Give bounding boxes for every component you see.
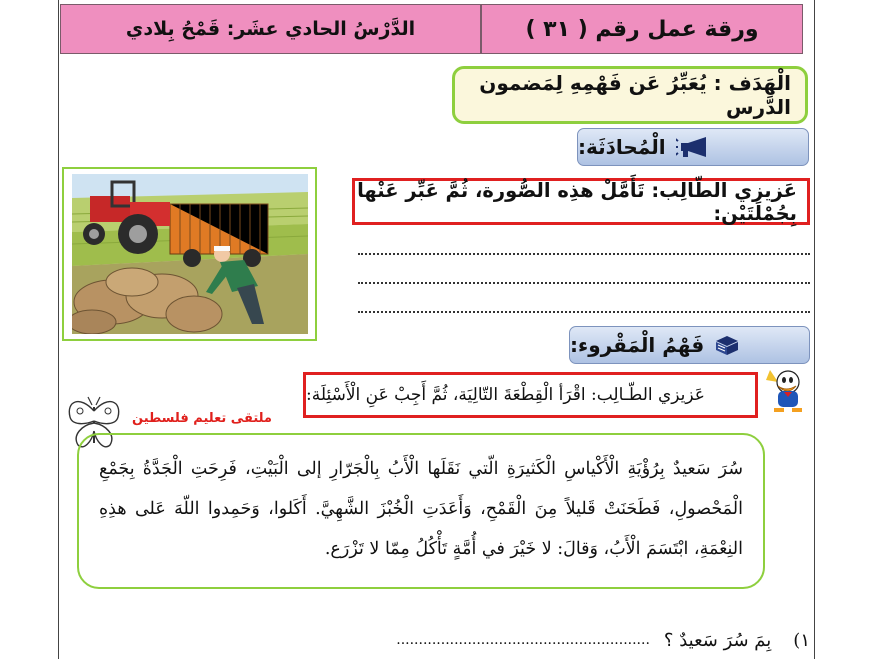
lesson-title-cell [60, 4, 481, 54]
duck-mascot-picture [764, 366, 812, 416]
reading-instruction-box [303, 372, 758, 418]
tractor-harvest-picture [62, 167, 317, 341]
answer-line-3[interactable] [358, 311, 810, 313]
question-row-1 [80, 622, 810, 658]
conversation-heading [577, 128, 809, 166]
answer-line-2[interactable] [358, 282, 810, 284]
conversation-heading-text: الْمُحادَثَة: [578, 135, 666, 159]
left-margin-line [58, 0, 59, 659]
megaphone-icon [676, 135, 710, 159]
watermark-text: ملتقى تعليم فلسطين [132, 411, 272, 426]
reading-heading [569, 326, 810, 364]
conversation-instruction: عَزيزي الطّالِب: تَأَمَّلْ هذِه الصُّورة، ثُمَّ عَبِّر عَنْها بِجُمْلَتَيْن: [357, 178, 797, 225]
book-icon [714, 334, 740, 356]
reading-instruction: عَزيزي الطّـالِب: اقْرَأ الْقِطْعَةَ التّالِيَة، ثُمَّ أَجِبْ عَنِ الْأَسْئِلَة: [306, 385, 705, 405]
worksheet-title-cell [481, 4, 803, 54]
reading-passage-text: سُرَ سَعيدٌ بِرُؤْيَةِ الْأَكْياسِ الْكَثيرَةِ الّتي نَقَلَها الْأَبُ بِالْجَرّارِ إلى الْبَيْتِ، فَرِحَتِ الْجَدَّةُ بِجَمْعِ الْمَحْصولِ، فَطَحَنَتْ قَليلاً مِنَ الْقَمْحِ، وَأَعَدَتِ الْخُبْزَ الشَّهِيَّ. أَكَلوا، وَحَمِدوا اللّهَ عَلى هذِهِ النِعْمَةِ، ابْتَسَمَ الْأَبُ، وَقالَ: لا خَيْرَ في أُمَّةٍ تَأْكُلُ مِمّا لا تَزْرَع. [99, 459, 743, 559]
reading-passage [77, 433, 765, 589]
worksheet-title: ورقة عمل رقم ( ٣١ ) [525, 16, 759, 42]
answer-line-1[interactable] [358, 253, 810, 255]
lesson-title: الدَّرْسُ الحادي عشَر: قَمْحُ بِلادي [125, 18, 416, 40]
reading-heading-text: فَهْمُ الْمَقْروء: [570, 333, 705, 357]
right-margin-line [814, 0, 815, 659]
question-text: بِمَ سُرَ سَعيدٌ ؟ [663, 629, 772, 651]
conversation-instruction-box [352, 178, 810, 225]
goal-box [452, 66, 808, 124]
question-number: ١) [793, 629, 810, 651]
goal-text: الْهَدَف : يُعَبِّرُ عَن فَهْمِهِ لِمَضمون الدَّرس [479, 71, 791, 119]
answer-line-question-1[interactable]: ......................................................... [396, 632, 650, 648]
